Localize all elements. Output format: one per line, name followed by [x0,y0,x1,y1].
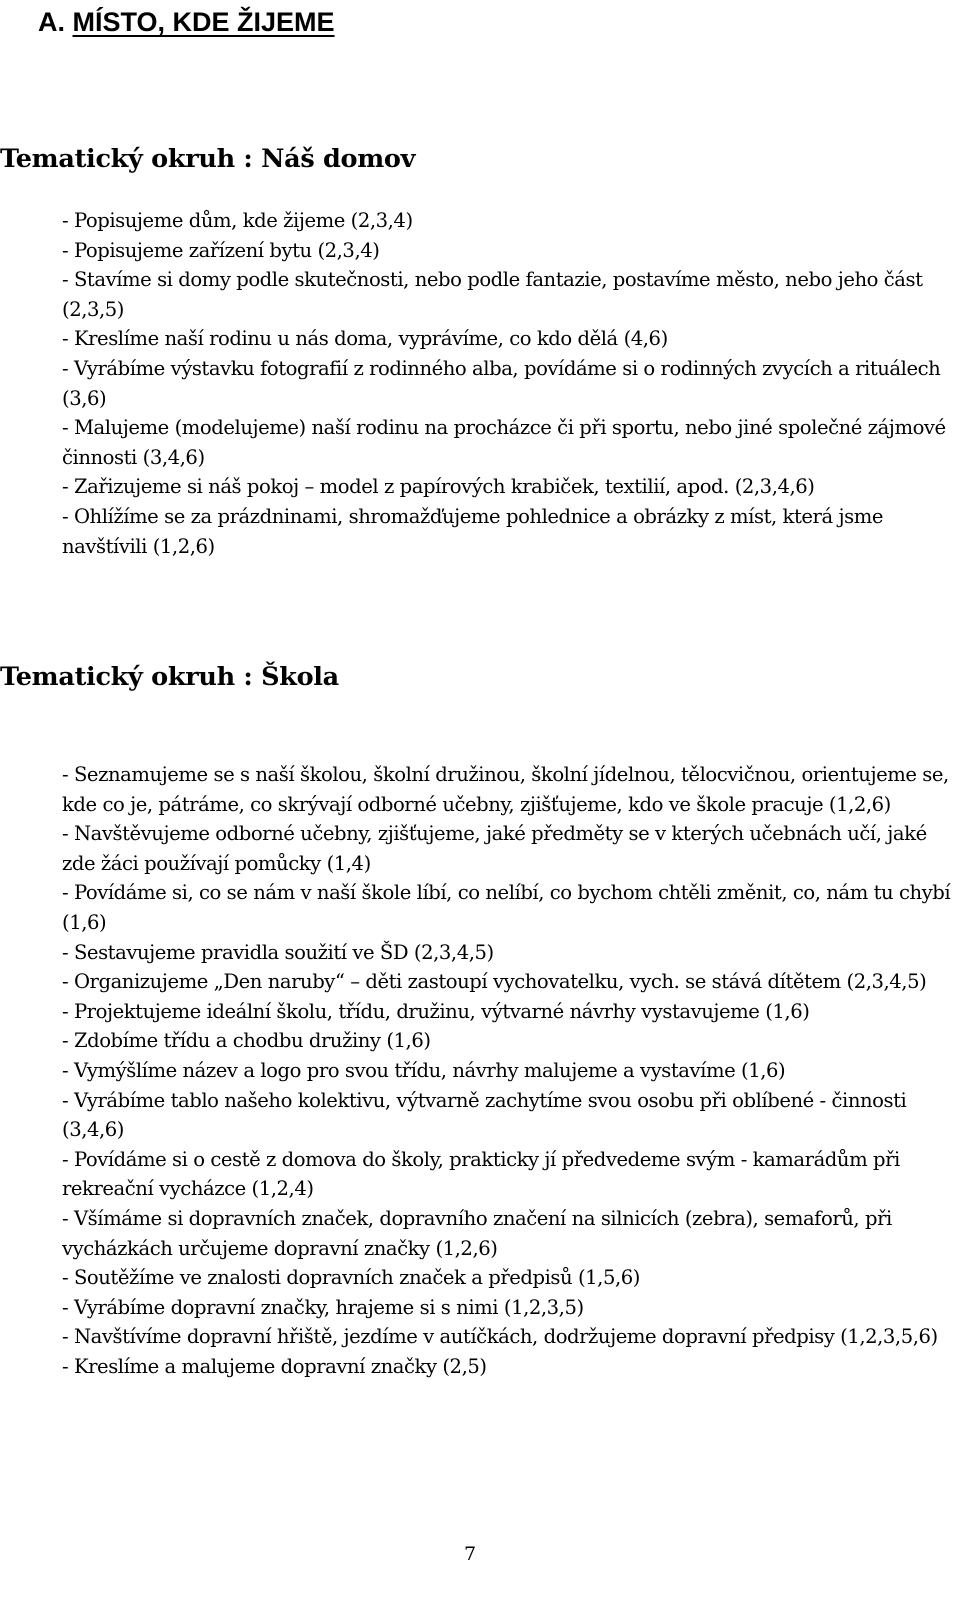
list-item: - Kreslíme naší rodinu u nás doma, vyprávíme, co kdo dělá (4,6) [62,327,668,351]
list-item: - Vyrábíme tablo našeho kolektivu, výtvarně zachytíme svou osobu při oblíbené - činnosti (3,4,6) [62,1088,907,1142]
list-item: - Seznamujeme se s naší školou, školní družinou, školní jídelnou, tělocvičnou, orientujeme se, kde co je, pátráme, co skrývají odborné učebny, zjišťujeme, kdo ve škole pracuje (1,2,6) [62,763,949,816]
list-item: - Popisujeme dům, kde žijeme (2,3,4) [62,209,413,232]
list-item: - Zdobíme třídu a chodbu družiny (1,6) [62,1029,431,1053]
topic-list-nas-domov [62,206,952,561]
section-letter: A. [38,7,65,37]
list-item: - Stavíme si domy podle skutečnosti, nebo podle fantazie, postavíme město, nebo jeho část (2,3,5) [62,268,923,321]
list-item: - Sestavujeme pravidla soužití ve ŠD (2,3,4,5) [62,940,494,964]
list-item: - Zařizujeme si náš pokoj – model z papírových krabiček, textilií, apod. (2,3,4,6) [62,475,815,499]
topic-heading-skola: Tematický okruh : Škola [0,662,339,692]
list-item: - Vyrábíme výstavku fotografií z rodinného alba, povídáme si o rodinných zvycích a rituálech (3,6) [62,356,941,410]
list-item: - Navštívíme dopravní hřiště, jezdíme v autíčkách, dodržujeme dopravní předpisy (1,2,3,5,6) [62,1325,938,1349]
section-title: MÍSTO, KDE ŽIJEME [72,7,335,37]
list-item: - Ohlížíme se za prázdninami, shromažďujeme pohlednice a obrázky z míst, která jsme navštívili (1,2,6) [62,504,883,558]
list-item: - Malujeme (modelujeme) naší rodinu na procházce či při sportu, nebo jiné společné zájmové činnosti (3,4,6) [62,416,946,469]
list-item: - Povídáme si o cestě z domova do školy, prakticky jí předvedeme svým - kamarádům při rekreační vycházce (1,2,4) [62,1147,900,1201]
list-item: - Popisujeme zařízení bytu (2,3,4) [62,238,380,262]
page-number: 7 [463,1543,477,1565]
list-item: - Povídáme si, co se nám v naší škole líbí, co nelíbí, co bychom chtěli změnit, co, nám tu chybí (1,6) [62,881,951,934]
topic-list-skola [62,760,952,1381]
list-item: - Soutěžíme ve znalosti dopravních značek a předpisů (1,5,6) [62,1266,640,1290]
topic-heading-nas-domov: Tematický okruh : Náš domov [0,144,416,174]
list-item: - Navštěvujeme odborné učebny, zjišťujeme, jaké předměty se v kterých učebnách učí, jaké zde žáci používají pomůcky (1,4) [62,822,927,875]
list-item: - Kreslíme a malujeme dopravní značky (2,5) [62,1354,487,1378]
list-item: - Vymýšlíme název a logo pro svou třídu, návrhy malujeme a vystavíme (1,6) [62,1058,786,1082]
list-item: - Projektujeme ideální školu, třídu, družinu, výtvarné návrhy vystavujeme (1,6) [62,999,810,1023]
list-item: - Všímáme si dopravních značek, dopravního značení na silnicích (zebra), semaforů, při vycházkách určujeme dopravní značky (1,2,6) [62,1206,892,1260]
section-heading [38,2,335,42]
list-item: - Vyrábíme dopravní značky, hrajeme si s nimi (1,2,3,5) [62,1295,584,1319]
list-item: - Organizujeme „Den naruby“ – děti zastoupí vychovatelku, vych. se stává dítětem (2,3,4,5) [62,970,927,994]
